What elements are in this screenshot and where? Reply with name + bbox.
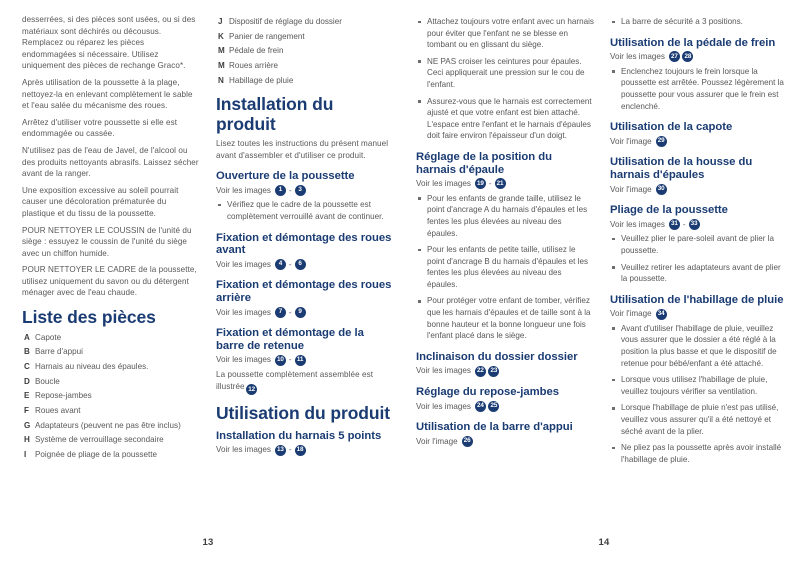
part-label: Harnais au niveau des épaules. [35,361,149,371]
bullet-item: Pour protéger votre enfant de tomber, vérifiez que les harnais d'épaules et de taille sont à la bonne hauteur et la bonne longueur une fois l'enfant placé dans le siège. [416,295,594,341]
column-1 [22,14,200,512]
assembled-note-text: La poussette complètement assemblée est illustrée [216,369,374,391]
bullet-list [610,16,788,28]
paragraph: Une exposition excessive au soleil pourrait causer une décoloration prématurée du plastique et du tissu de la poussette. [22,185,179,218]
paragraph: Après utilisation de la poussette à la plage, nettoyez-la en enlevant complètement le sable et l'eau salée du mécanisme des roues. [22,77,193,111]
parts-list-item [22,332,200,343]
image-ref-badge: 25 [488,401,499,412]
see-images-line [216,444,394,456]
subsection-heading: Pliage de la poussette [610,204,728,217]
bullet-item: Veuillez plier le pare-soleil avant de plier la poussette. [610,233,788,256]
parts-list-item [216,75,394,86]
part-label: Panier de rangement [229,31,305,41]
part-label: Roues arrière [229,61,279,71]
image-ref-badge: 30 [656,184,667,195]
subsection-heading: Réglage de la position du harnais d'épaule [416,150,552,176]
see-images-label: Voir l'image [610,136,652,146]
image-ref-badge: 1 [275,185,286,196]
part-label: Dispositif de réglage du dossier [229,17,342,26]
image-ref-badge: 24 [475,401,486,412]
part-label: Poignée de pliage de la poussette [35,450,157,460]
part-letter: B [24,347,30,357]
see-images-line [610,308,788,320]
image-ref-badge: 19 [475,178,486,189]
see-images-line [416,178,594,190]
image-ref-badge: 11 [295,355,306,366]
bullet-item: Ne pliez pas la poussette après avoir installé l'habillage de pluie. [610,442,788,465]
part-label: Système de verrouillage secondaire [35,435,164,445]
bullet-list [416,193,594,342]
bullet-item: Veuillez retirer les adaptateurs avant de plier la poussette. [610,262,788,285]
parts-list-item [22,361,200,372]
range-dash: - [682,219,686,229]
parts-list-item [22,405,200,416]
page-right-columns [416,14,788,512]
part-label: Capote [35,332,62,342]
section-heading-installation: Installation du produit [216,94,334,134]
subsection-heading: Utilisation de la capote [610,121,733,134]
paragraph: N'utilisez pas de l'eau de Javel, de l'alcool ou des produits nettoyants abrasifs. Laissez sécher avant de la ranger. [22,145,199,179]
subsection-heading: Fixation et démontage des roues avant [216,231,392,257]
part-label: Adaptateurs (peuvent ne pas être inclus) [35,420,181,430]
part-label: Habillage de pluie [229,75,294,85]
page-number-left: 13 [202,537,214,548]
part-letter: I [24,450,27,460]
bullet-item: Pour les enfants de petite taille, utilisez le point d'ancrage B du harnais d'épaules et les fentes les plus élevées au niveau des épaules. [416,244,594,290]
subsection-heading: Utilisation de la pédale de frein [610,36,776,49]
image-ref-badge: 13 [275,445,286,456]
see-images-label: Voir l'image [416,436,458,446]
subsection-heading: Inclinaison du dossier dossier [416,350,578,363]
see-images-line [416,436,594,448]
paragraph: Arrêtez d'utiliser votre poussette si elle est endommagée ou cassée. [22,117,178,139]
column-4 [610,14,788,512]
image-ref-badge: 23 [488,366,499,377]
part-letter: C [24,361,30,371]
see-images-line [216,307,394,319]
image-ref-badge: 7 [275,307,286,318]
see-images-label: Voir les images [216,355,271,365]
see-images-line [610,184,788,196]
see-images-line [216,354,394,366]
part-letter: M [218,61,225,71]
bullet-item: Avant d'utiliser l'habillage de pluie, veuillez vous assurer que le dossier a été réglé à la position la plus basse et que le dispositif de retenue pour bébé/enfant a été attaché. [610,323,788,369]
image-ref-badge: 18 [295,445,306,456]
bullet-item: Lorsque l'habillage de pluie n'est pas utilisé, veuillez vous assurer qu'il a été nettoyé et séché avant de la plier. [610,402,788,437]
subsection-heading: Utilisation de la housse du harnais d'épaules [610,156,753,181]
subsection-heading: Fixation et démontage des roues arrière [216,279,392,304]
see-images-label: Voir l'image [610,309,652,319]
see-images-line [416,401,594,413]
image-ref-badge: 10 [275,355,286,366]
see-images-label: Voir les images [216,185,271,195]
bullet-list [610,323,788,466]
part-label: Pédale de frein [229,46,284,56]
bullet-item: Attachez toujours votre enfant avec un harnais pour éviter que l'enfant ne se blesse en tombant ou en glissant du siège. [416,16,594,51]
part-label: Boucle [35,376,60,386]
bullet-item: Pour les enfants de grande taille, utilisez le point d'ancrage A du harnais d'épaules et les fentes les plus élevées au niveau des épaules. [416,193,594,239]
column-2 [216,14,394,512]
image-ref-badge: 26 [462,436,473,447]
subsection-heading: Réglage du repose-jambes [416,386,559,399]
range-dash: - [288,355,292,365]
see-images-label: Voir l'image [610,184,652,194]
range-dash: - [288,307,292,317]
part-letter: G [24,420,31,430]
see-images-label: Voir les images [416,179,471,189]
part-label: Repose-jambes [35,391,92,401]
parts-list-item [22,434,200,445]
see-images-label: Voir les images [216,445,271,455]
page-number-right: 14 [598,537,610,548]
part-letter: J [218,17,223,26]
column-3 [416,14,594,512]
page-left-columns [22,14,392,512]
part-letter: F [24,406,29,416]
see-images-line [216,259,394,271]
image-ref-badge: 12 [246,384,257,395]
paragraph: POUR NETTOYER LE CADRE de la poussette, utilisez uniquement du savon ou du détergent ménager avec de l'eau chaude. [22,265,197,298]
see-images-line [610,51,788,63]
subsection-heading: Ouverture de la poussette [216,170,355,183]
image-ref-badge: 31 [669,219,680,230]
see-images-label: Voir les images [610,219,665,229]
part-letter: D [24,376,30,386]
bullet-item: La barre de sécurité a 3 positions. [610,16,788,28]
parts-list-item [22,376,200,387]
bullet-list [416,16,594,142]
subsection-heading: Utilisation de l'habillage de pluie [610,293,784,306]
see-images-label: Voir les images [216,307,271,317]
part-letter: K [218,31,224,41]
parts-list-item [22,420,200,431]
parts-list-continued [216,16,394,86]
parts-list-item [216,45,394,56]
parts-list-item [22,346,200,357]
bullet-item: NE PAS croiser les ceintures pour épaules. Ceci appliquerait une pression sur le cou de l'enfant. [416,56,594,91]
section-heading-product-use: Utilisation du produit [216,403,391,424]
subsection-heading-harness: Installation du harnais 5 points [216,429,382,442]
image-ref-badge: 22 [475,366,486,377]
see-images-line [216,185,394,197]
parts-list-item [22,390,200,401]
paragraph: POUR NETTOYER LE COUSSIN de l'unité du siège : essuyez le coussin de l'unité du siège avec un chiffon humide. [22,225,192,258]
range-dash: - [488,179,492,189]
part-label: Roues avant [35,406,81,416]
image-ref-badge: 21 [495,178,506,189]
bullet-item: Vérifiez que le cadre de la poussette est complètement verrouillé avant de continuer. [216,199,394,222]
part-letter: E [24,391,30,401]
section-heading-parts-list: Liste des pièces [22,307,156,328]
parts-list-item [22,449,200,460]
image-ref-badge: 9 [295,307,306,318]
paragraph: desserrées, si des pièces sont usées, ou si des matériaux sont déchirés ou décousus. Remplacez ou réparez les pièces endommagées si nécessaire. Utilisez uniquement des pièces de rechange Graco*. [22,15,196,71]
image-ref-badge: 28 [682,51,693,62]
bullet-item: Lorsque vous utilisez l'habillage de pluie, veuillez toujours vérifier sa ventilation. [610,374,788,397]
bullet-list [610,66,788,112]
parts-list-item [216,60,394,71]
image-ref-badge: 3 [295,185,306,196]
bullet-list [610,233,788,284]
see-images-label: Voir les images [416,366,471,376]
image-ref-badge: 29 [656,136,667,147]
image-ref-badge: 27 [669,51,680,62]
subsection-heading: Utilisation de la barre d'appui [416,421,573,434]
page-right [400,0,800,565]
part-letter: N [218,75,224,85]
range-dash: - [288,445,292,455]
subsection-heading: Fixation et démontage de la barre de retenue [216,327,364,352]
assembled-note [216,369,394,395]
see-images-line [416,365,594,377]
image-ref-badge: 33 [689,219,700,230]
see-images-line [610,219,788,231]
see-images-label: Voir les images [416,401,471,411]
part-letter: A [24,332,30,342]
part-label: Barre d'appui [35,347,83,357]
see-images-label: Voir les images [216,259,271,269]
parts-list [22,332,200,461]
bullet-item: Assurez-vous que le harnais est correctement ajusté et que votre enfant est bien attaché. L'espace entre l'enfant et le harnais d'épaules doit faire environ l'épaisseur d'un doigt. [416,96,594,142]
part-letter: M [218,46,225,56]
installation-intro: Lisez toutes les instructions du présent manuel avant d'assembler et d'utiliser ce produit. [216,139,389,160]
range-dash: - [288,185,292,195]
range-dash: - [288,259,292,269]
see-images-label: Voir les images [610,52,665,62]
part-letter: H [24,435,30,445]
see-images-line [610,136,788,148]
bullet-item: Enclenchez toujours le frein lorsque la poussette est arrêtée. Poussez légèrement la poussette pour vous assurer que le frein est enclenché. [610,66,788,112]
image-ref-badge: 6 [295,259,306,270]
bullet-list [216,199,394,222]
image-ref-badge: 4 [275,259,286,270]
parts-list-item [216,16,394,27]
image-ref-badge: 34 [656,309,667,320]
parts-list-item [216,31,394,42]
